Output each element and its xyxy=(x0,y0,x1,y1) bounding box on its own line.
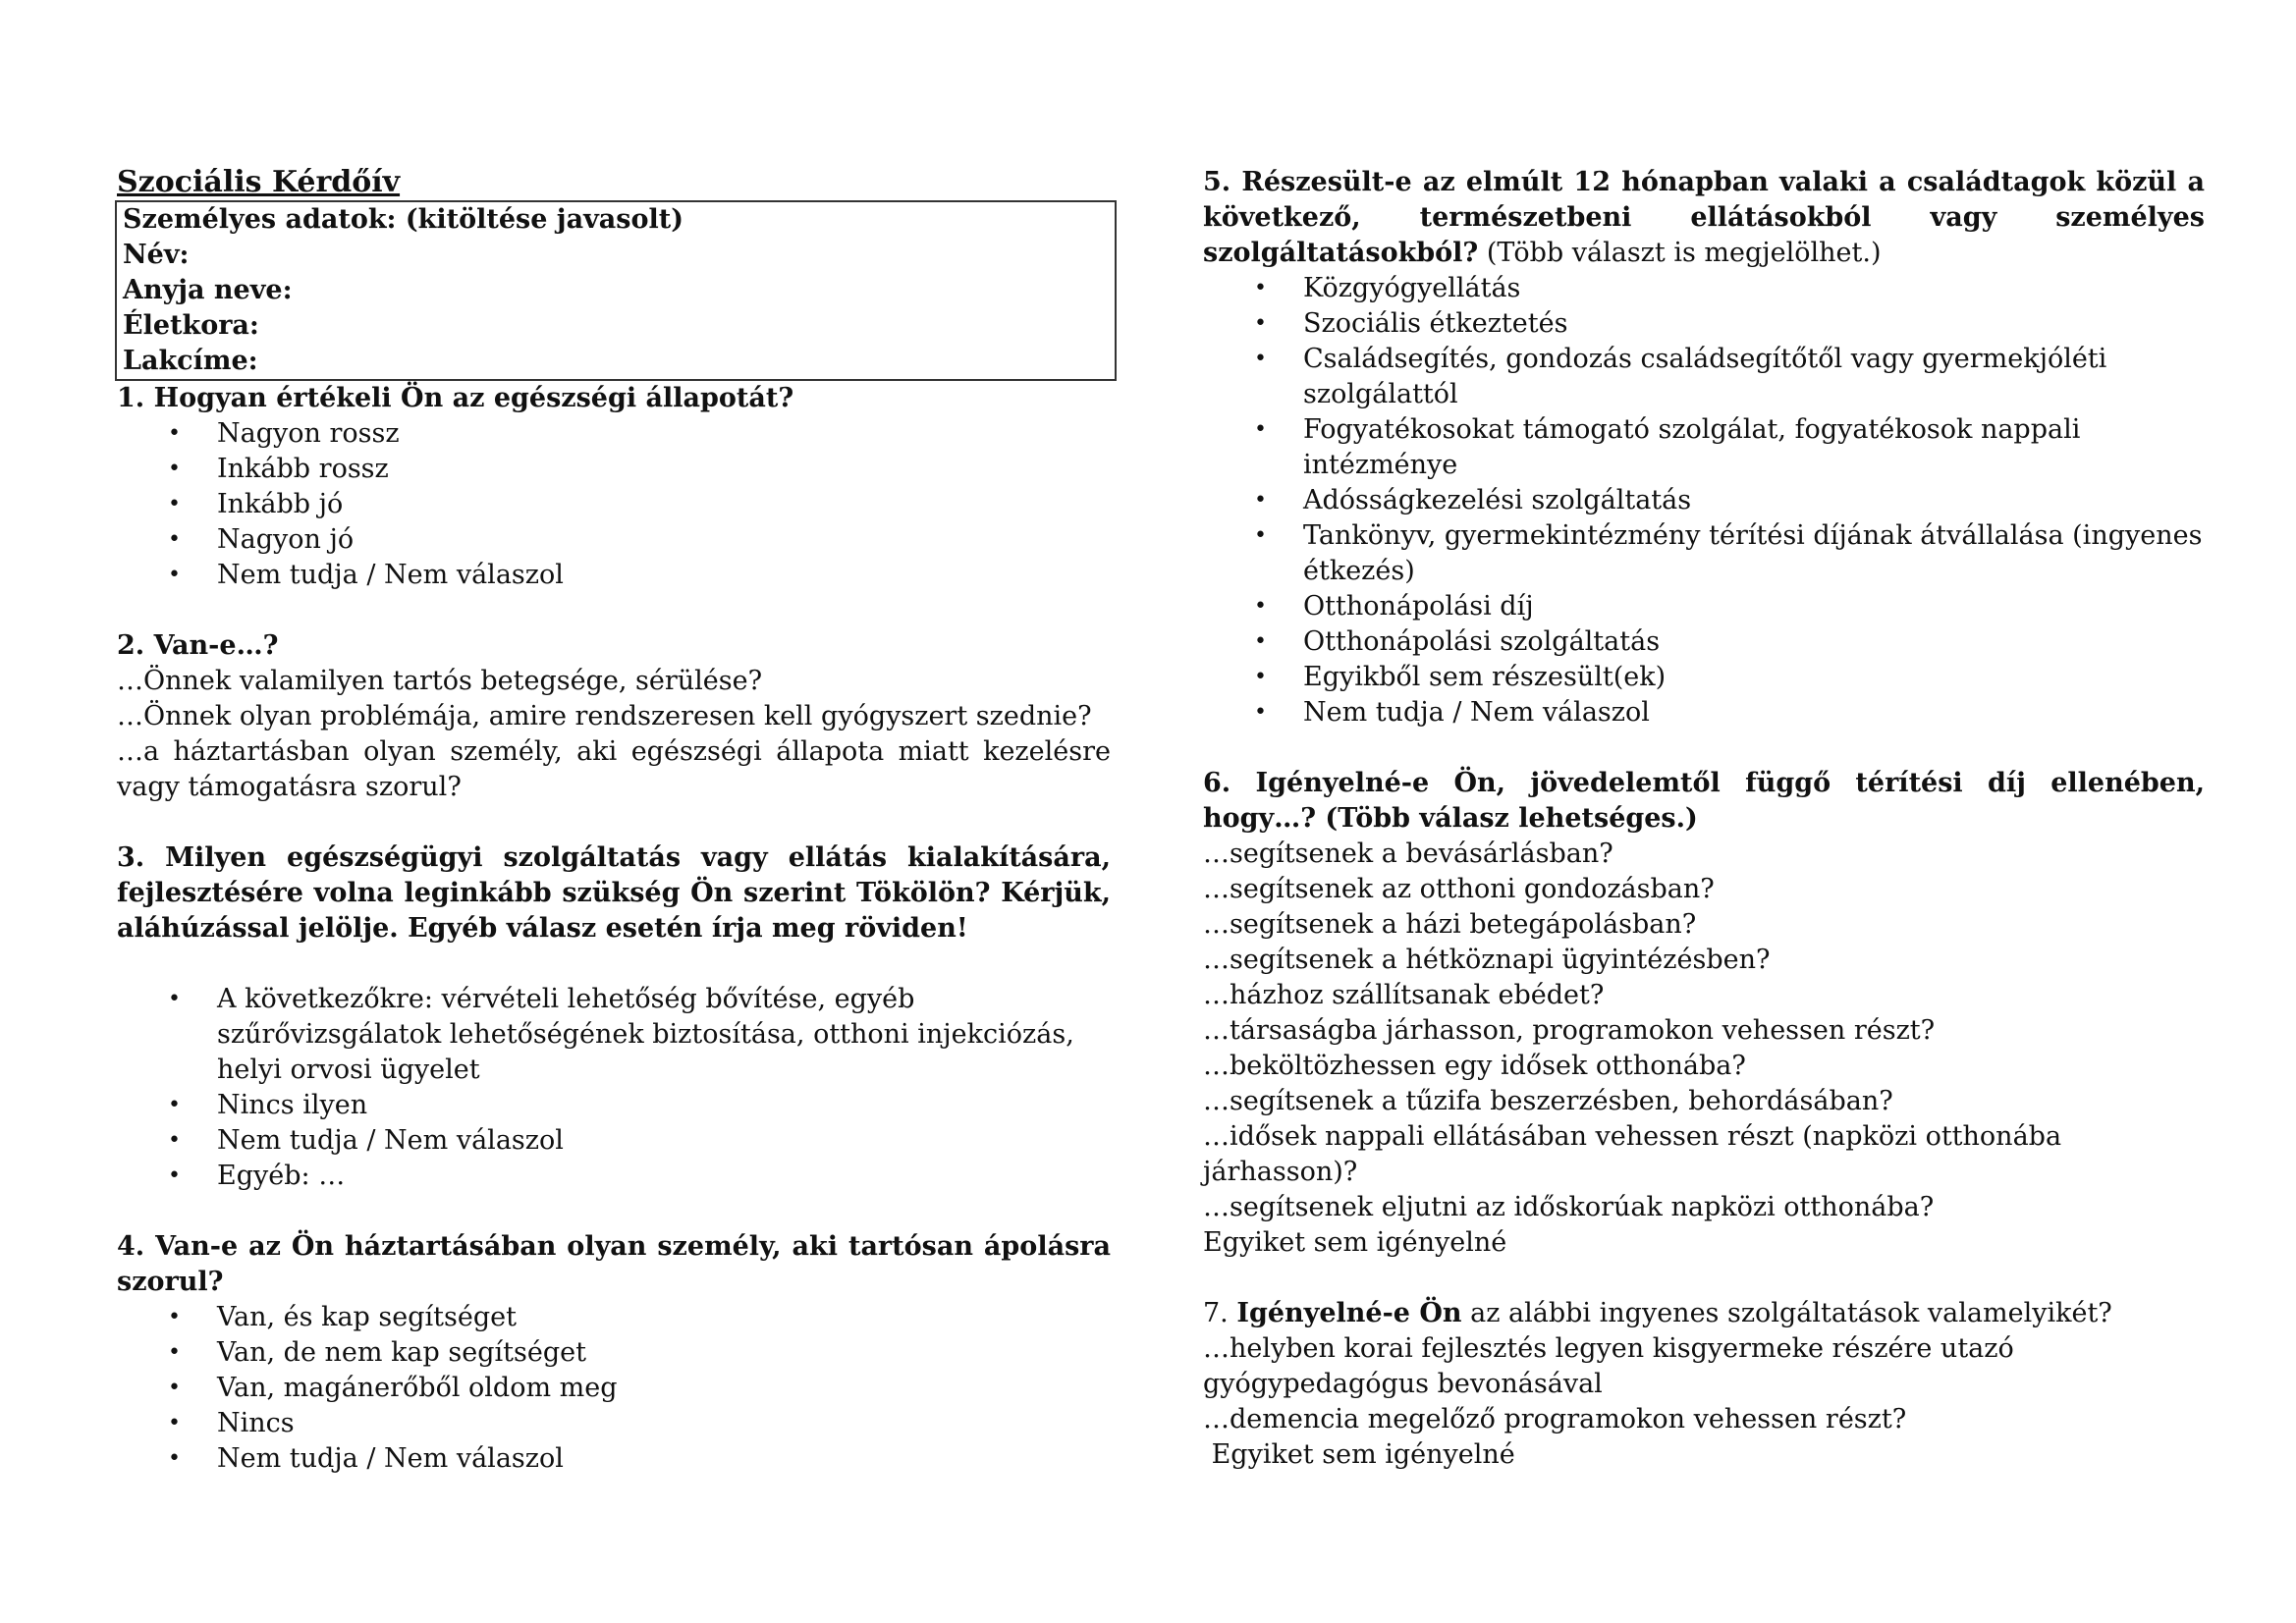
q7-question-rest: az alábbi ingyenes szolgáltatások valamelyikét? xyxy=(1461,1298,2112,1328)
q5-option: • Családsegítés, gondozás családsegítőtől vagy gyermekjóléti szolgálattól xyxy=(1203,342,2205,412)
address-label: Lakcíme: xyxy=(123,346,258,376)
q5-options xyxy=(1203,271,2205,730)
q6-line: …idősek nappali ellátásában vehessen részt (napközi otthonába járhasson)? xyxy=(1203,1121,2062,1187)
q7-question xyxy=(1203,1296,2205,1331)
personal-data-box xyxy=(115,200,1117,381)
q5-option: • Otthonápolási szolgáltatás xyxy=(1203,624,2205,660)
q5-option: • Adósságkezelési szolgáltatás xyxy=(1203,483,2205,518)
q6-line: …segítsenek az otthoni gondozásban? xyxy=(1203,874,1715,904)
q1-question: 1. Hogyan értékeli Ön az egészségi állapotát? xyxy=(117,383,794,413)
q3-option: • A következőkre: vérvételi lehetőség bővítése, egyéb szűrővizsgálatok lehetőségének biztosítása, otthoni injekciózás, helyi orvosi ügyelet xyxy=(117,982,1111,1088)
q4-option: • Van, de nem kap segítséget xyxy=(117,1335,1111,1371)
q3-option: • Egyéb: … xyxy=(117,1159,1111,1194)
q1-option: • Nagyon rossz xyxy=(117,416,1111,452)
q5-option: • Közgyógyellátás xyxy=(1203,271,2205,306)
q2-line: …Önnek olyan problémája, amire rendszeresen kell gyógyszert szednie? xyxy=(117,701,1092,731)
q6-line: …segítsenek a tűzifa beszerzésben, behordásában? xyxy=(1203,1086,1893,1116)
q5-question xyxy=(1203,165,2205,271)
q6-line: …segítsenek a hétköznapi ügyintézésben? xyxy=(1203,945,1771,975)
q6-line: …házhoz szállítsanak ebédet? xyxy=(1203,980,1605,1010)
personal-heading: Személyes adatok: (kitöltése javasolt) xyxy=(123,204,683,235)
q6-question: 6. Igényelné-e Ön, jövedelemtől függő térítési díj ellenében, hogy…? (Több válasz lehetséges.) xyxy=(1203,768,2205,834)
q4-options xyxy=(117,1300,1111,1477)
q1-option: • Inkább jó xyxy=(117,487,1111,522)
q6-line: …beköltözhessen egy idősek otthonába? xyxy=(1203,1051,1746,1081)
q4-option: • Van, és kap segítséget xyxy=(117,1300,1111,1335)
q1-option: • Nagyon jó xyxy=(117,522,1111,558)
age-label: Életkora: xyxy=(123,310,259,341)
q1-option: • Inkább rossz xyxy=(117,452,1111,487)
mother-name-label: Anyja neve: xyxy=(123,275,293,305)
q4-question: 4. Van-e az Ön háztartásában olyan személy, aki tartósan ápolásra szorul? xyxy=(117,1231,1111,1297)
q5-note: (Több választ is megjelölhet.) xyxy=(1478,238,1882,268)
q7-line: Egyiket sem igényelné xyxy=(1203,1439,1515,1470)
q7-line: …demencia megelőző programokon vehessen részt? xyxy=(1203,1404,1907,1434)
q6-line: …segítsenek a házi betegápolásban? xyxy=(1203,909,1697,940)
q5-option: • Tankönyv, gyermekintézmény térítési díjának átvállalása (ingyenes étkezés) xyxy=(1203,518,2205,589)
q5-option: • Nem tudja / Nem válaszol xyxy=(1203,695,2205,730)
q7-number: 7. xyxy=(1203,1298,1237,1328)
q4-option: • Van, magánerőből oldom meg xyxy=(117,1371,1111,1406)
document-title: Szociális Kérdőív xyxy=(117,165,401,199)
name-label: Név: xyxy=(123,240,190,270)
q3-option: • Nem tudja / Nem válaszol xyxy=(117,1123,1111,1159)
q2-line: …a háztartásban olyan személy, aki egészségi állapota miatt kezelésre vagy támogatásra szorul? xyxy=(117,736,1111,802)
q2-question: 2. Van-e…? xyxy=(117,630,279,661)
q5-option: • Egyikből sem részesült(ek) xyxy=(1203,660,2205,695)
q5-option: • Szociális étkeztetés xyxy=(1203,306,2205,342)
q4-option: • Nem tudja / Nem válaszol xyxy=(117,1441,1111,1477)
q2-line: …Önnek valamilyen tartós betegsége, sérülése? xyxy=(117,666,763,696)
q4-option: • Nincs xyxy=(117,1406,1111,1441)
left-column xyxy=(117,165,1111,1477)
q7-line: …helyben korai fejlesztés legyen kisgyermeke részére utazó gyógypedagógus bevonásával xyxy=(1203,1333,2014,1399)
q6-line: …társaságba járhasson, programokon vehessen részt? xyxy=(1203,1015,1936,1046)
q3-options xyxy=(117,982,1111,1194)
q6-line: …segítsenek eljutni az időskorúak napközi otthonába? xyxy=(1203,1192,1935,1222)
q5-option: • Fogyatékosokat támogató szolgálat, fogyatékosok nappali intézménye xyxy=(1203,412,2205,483)
q3-question: 3. Milyen egészségügyi szolgáltatás vagy ellátás kialakítására, fejlesztésére volna leginkább szükség Ön szerint Tökölön? Kérjük, aláhúzással jelölje. Egyéb válasz esetén írja meg röviden! xyxy=(117,842,1111,944)
q5-question-text: 5. Részesült-e az elmúlt 12 hónapban valaki a családtagok közül a következő, természetbeni ellátásokból vagy személyes szolgáltatásokból? xyxy=(1203,167,2205,268)
q3-option: • Nincs ilyen xyxy=(117,1088,1111,1123)
q5-option: • Otthonápolási díj xyxy=(1203,589,2205,624)
q6-line: …segítsenek a bevásárlásban? xyxy=(1203,839,1613,869)
q6-line: Egyiket sem igényelné xyxy=(1203,1227,1507,1258)
q7-question-bold: Igényelné-e Ön xyxy=(1236,1298,1462,1328)
q1-options xyxy=(117,416,1111,593)
q1-option: • Nem tudja / Nem válaszol xyxy=(117,558,1111,593)
right-column xyxy=(1203,165,2205,1473)
